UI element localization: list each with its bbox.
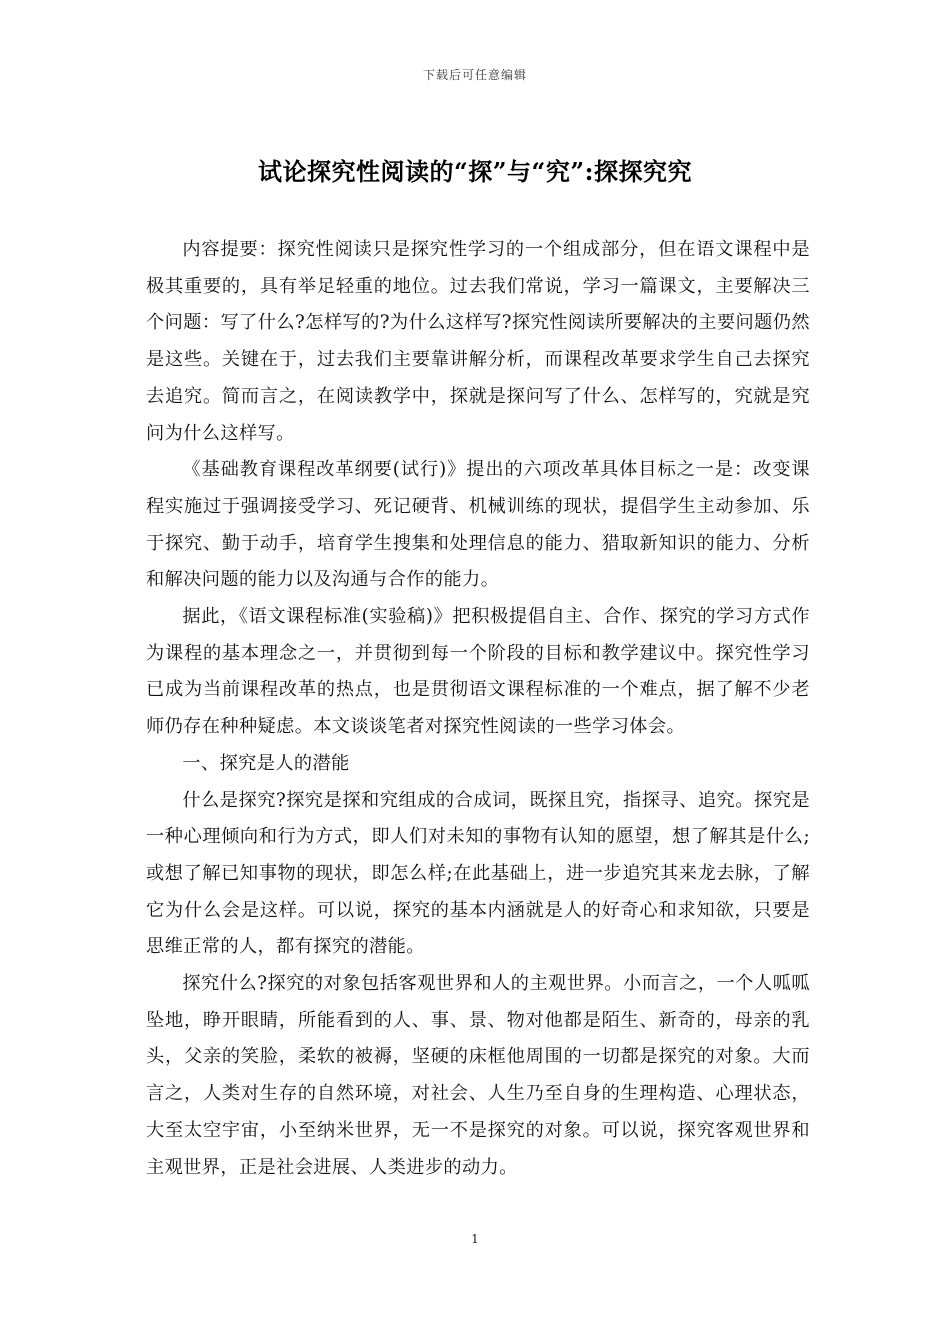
document-title: 试论探究性阅读的“探”与“究”:探探究究 [257, 157, 693, 186]
paragraph-curriculum-standard: 据此，《语文课程标准(实验稿)》把积极提倡自主、合作、探究的学习方式作为课程的基本理念之一，并贯彻到每一个阶段的目标和教学建议中。探究性学习已成为当前课程改革的热点，也是贯彻语文课程标准的一个难点，据了解不少老师仍存在种种疑虑。本文谈谈笔者对探究性阅读的一些学习体会。 [146, 606, 810, 738]
document-body [146, 232, 810, 1186]
page-number: 1 [471, 1232, 479, 1246]
paragraph-what-is-inquiry: 什么是探究?探究是探和究组成的合成词，既探且究，指探寻、追究。探究是一种心理倾向和行为方式，即人们对未知的事物有认知的愿望，想了解其是什么;或想了解已知事物的现状，即怎么样;在此基础上，进一步追究其来龙去脉，了解它为什么会是这样。可以说，探究的基本内涵就是人的好奇心和求知欲，只要是思维正常的人，都有探究的潜能。 [146, 789, 810, 958]
paragraph-abstract: 内容提要：探究性阅读只是探究性学习的一个组成部分，但在语文课程中是极其重要的，具有举足轻重的地位。过去我们常说，学习一篇课文，主要解决三个问题：写了什么?怎样写的?为什么这样写?探究性阅读所要解决的主要问题仍然是这些。关键在于，过去我们主要靠讲解分析，而课程改革要求学生自己去探究去追究。简而言之，在阅读教学中，探就是探问写了什么、怎样写的，究就是究问为什么这样写。 [146, 239, 810, 444]
header-note: 下载后可任意编辑 [422, 68, 527, 82]
paragraph-objects-of-inquiry: 探究什么?探究的对象包括客观世界和人的主观世界。小而言之，一个人呱呱坠地，睁开眼睛，所能看到的人、事、景、物对他都是陌生、新奇的，母亲的乳头，父亲的笑脸，柔软的被褥，坚硬的床框他周围的一切都是探究的对象。大而言之，人类对生存的自然环境，对社会、人生乃至自身的生理构造、心理状态，大至太空宇宙，小至纳米世界，无一不是探究的对象。可以说，探究客观世界和主观世界，正是社会进展、人类进步的动力。 [146, 973, 810, 1178]
section-heading-1: 一、探究是人的潜能 [182, 752, 350, 774]
paragraph-curriculum-outline: 《基础教育课程改革纲要(试行)》提出的六项改革具体目标之一是：改变课程实施过于强调接受学习、死记硬背、机械训练的现状，提倡学生主动参加、乐于探究、勤于动手，培育学生搜集和处理信息的能力、猎取新知识的能力、分析和解决问题的能力以及沟通与合作的能力。 [146, 459, 810, 591]
